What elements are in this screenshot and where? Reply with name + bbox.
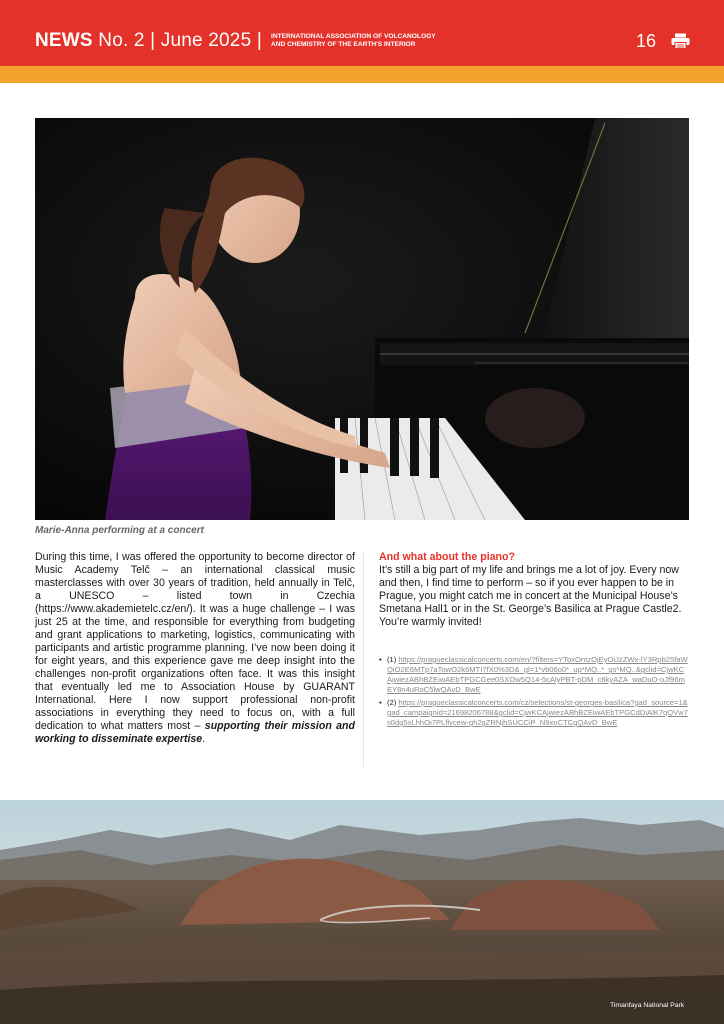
article-right-column [379, 551, 689, 629]
section-heading: And what about the piano? [379, 551, 515, 563]
concert-photo [35, 118, 689, 520]
footnote-item [379, 698, 689, 728]
footnote-label: (2) [387, 698, 399, 707]
footnote-link[interactable]: https://pragueclassicalconcerts.com/cz/selections/st-georges-basilica?gad_source=1&gad_campaignid=21698206788&gclid=CjwKCAjwiezABhBZEiwAEbTPGCdDiAlK7qQVw7s0dg5xLhhOi7PLflvcew-gh2gZRNjhSUCCiP_N9xoCTCgQAvD_BwE [387, 698, 688, 727]
footnote-link[interactable]: https://pragueclassicalconcerts.com/en/?filters=YToxOntzOjEyOiJzZWx-lY3Rpb25faWQiO2E6MTp7aTowO2k6MTI7fX0%3D&_gl=1*vb06o0*_up*MQ..*_gs*MQ..&gclid=CjwKCAjwiezABhBZEiwAEbTPGCGee0SXOw5Q14-5cAlyPBT-pDM_c8kyAZA_waDuO-oJf96mEY8n4uRoC5lwQAvD_BwE [387, 655, 688, 694]
paragraph-text-1: During this time, I was offered the opportunity to become director of Music Academy Telč – an international classical music masterclasses with over 30 years of tradition, held annually in Telč, a UNESCO – listed town in Czechia ( [35, 551, 355, 615]
section-body: It’s still a big part of my life and brings me a lot of joy. Every now and then, I find time to perform – so if you ever happen to be in Prague, you might catch me in concert at the Municipal House’s Smetana Hall1 or in the St. George’s Basilica at Prague Castle2. You’re warmly invited! [379, 564, 682, 628]
academy-link[interactable]: https://www.akademietelc.cz/en/ [38, 603, 190, 615]
footnotes-list [379, 655, 689, 731]
footnote-label: (1) [387, 655, 399, 664]
paragraph-end: . [202, 733, 206, 745]
brand-news: NEWS [35, 30, 93, 51]
header-stripe [0, 66, 724, 83]
page-number: 16 [636, 31, 657, 51]
landscape-caption: Timanfaya National Park [610, 1002, 685, 1009]
organization-name [271, 33, 471, 49]
printer-icon[interactable] [671, 33, 690, 49]
header-bar [0, 0, 724, 66]
photo-caption: Marie-Anna performing at a concert [35, 525, 204, 536]
emphasis-text: supporting their mission and working to disseminate expertise [35, 720, 355, 745]
article-left-column [35, 551, 355, 746]
org-line-2: AND CHEMISTRY OF THE EARTH'S INTERIOR [271, 41, 416, 48]
footnote-item [379, 655, 689, 695]
org-line-1: INTERNATIONAL ASSOCIATION OF VOLCANOLOGY [271, 33, 436, 40]
newsletter-title [35, 30, 262, 52]
landscape-photo [0, 800, 724, 1024]
column-divider [363, 552, 364, 767]
article-paragraph [35, 551, 355, 746]
brand-issue: No. 2 | June 2025 | [92, 30, 262, 51]
paragraph-text-2: ). It was a huge challenge – I was just 25 at the time, and responsible for everything from budgeting and grant applications to marketing, logistics, communicating with participants and artistic programme planning. I’ve now been doing it for eight years, and this experience gave me deep insight into the challenges non-profit organizations often face. It was this insight that eventually led me to Association House by GUARANT International. Here I now support professional non-profit associations in everything they need to focus on, with a full dedication to what matters most – [35, 603, 355, 732]
